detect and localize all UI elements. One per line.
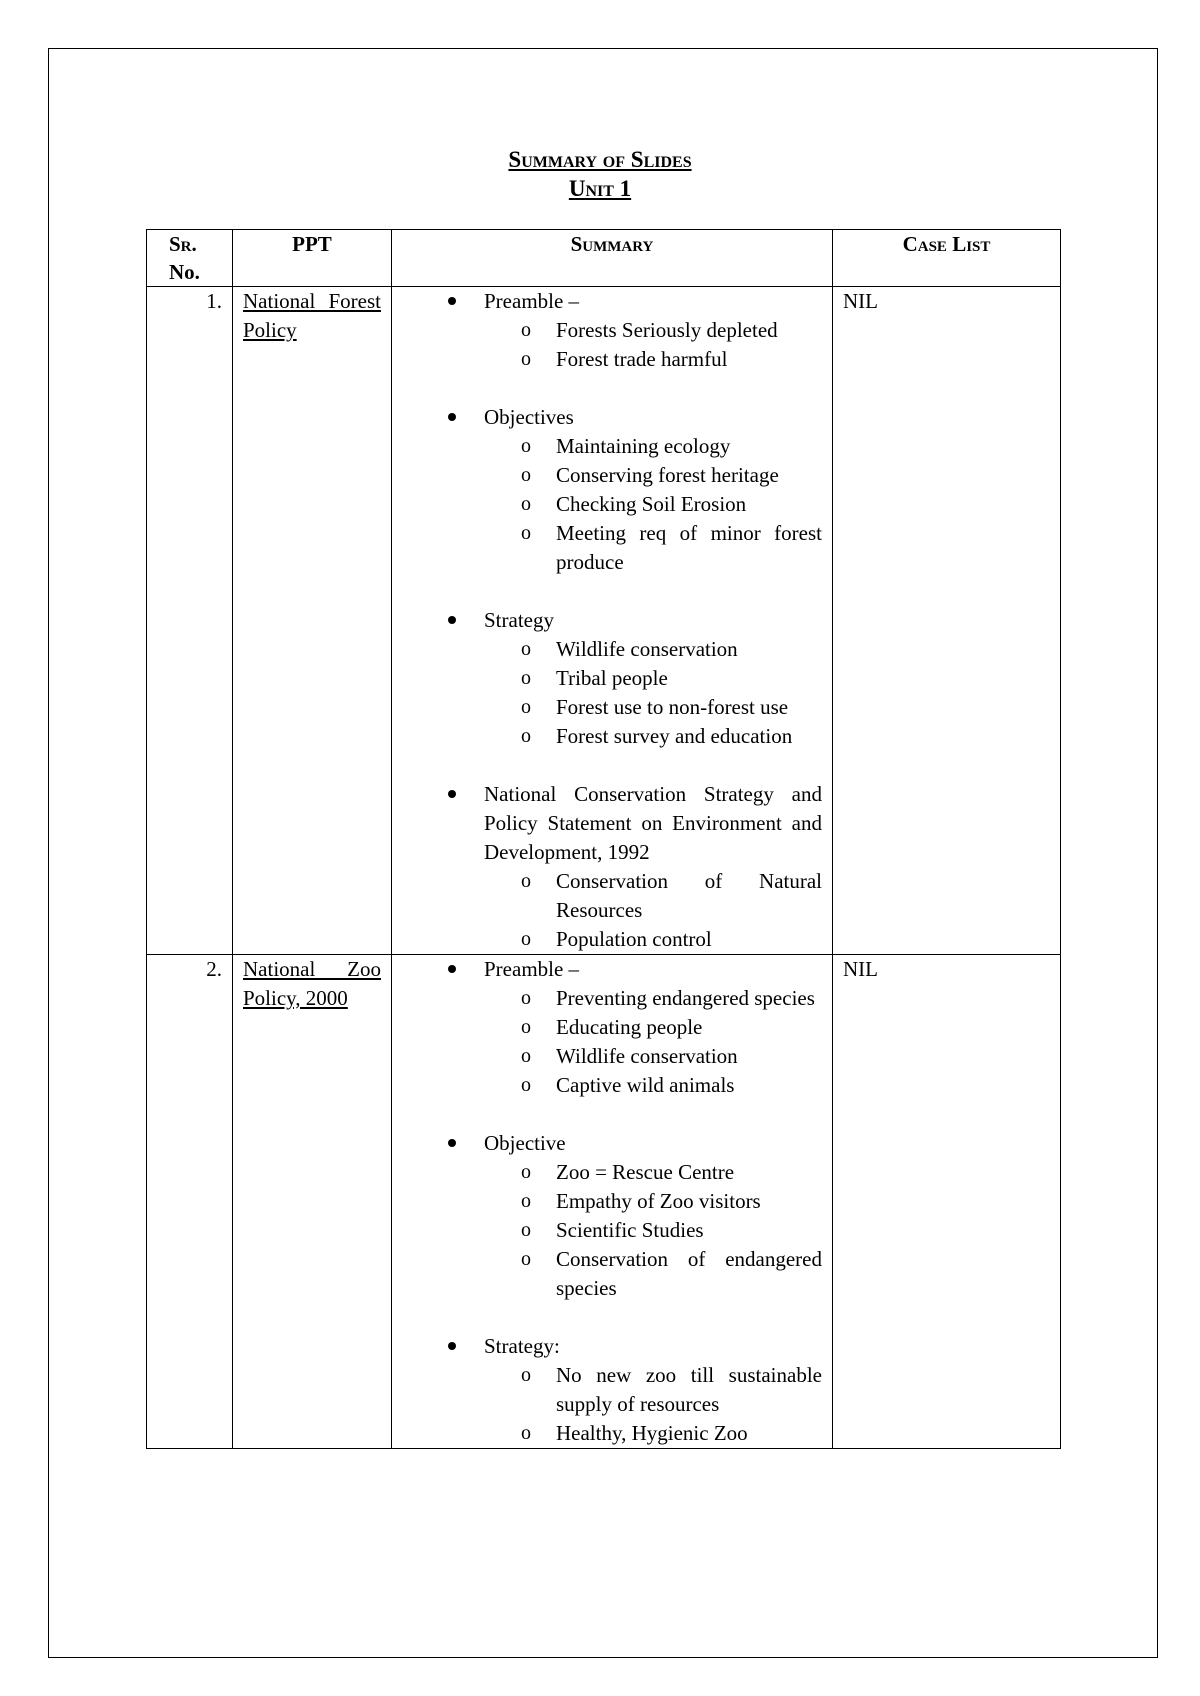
circle-bullet-icon: o — [521, 493, 531, 515]
sr-number-cell: 2. — [147, 955, 233, 1449]
list-item — [484, 867, 822, 925]
list-item-text: Scientific Studies — [556, 1218, 704, 1242]
header-summary: Summary — [392, 230, 833, 287]
case-list-cell: NIL — [833, 955, 1061, 1449]
list-item-text: Preventing endangered species — [556, 986, 815, 1010]
list-item-text: Empathy of Zoo visitors — [556, 1189, 761, 1213]
list-item — [484, 519, 822, 577]
bullet-icon — [448, 790, 456, 798]
circle-bullet-icon: o — [521, 1248, 531, 1270]
section-item-list — [484, 1361, 822, 1448]
list-item — [484, 1419, 822, 1448]
case-list-cell: NIL — [833, 287, 1061, 955]
circle-bullet-icon: o — [521, 928, 531, 950]
summary-section-list — [402, 955, 822, 1448]
circle-bullet-icon: o — [521, 1074, 531, 1096]
header-sr-line2: No. — [169, 260, 200, 284]
summary-section — [402, 780, 822, 954]
table-row — [147, 287, 1061, 955]
list-item — [484, 635, 822, 664]
bullet-icon — [448, 965, 456, 973]
table-row — [147, 955, 1061, 1449]
list-item-text: Forest use to non-forest use — [556, 695, 789, 719]
list-item-text: Zoo = Rescue Centre — [556, 1160, 735, 1184]
list-item-text: Forest survey and education — [556, 724, 793, 748]
list-item-text: Healthy, Hygienic Zoo — [556, 1421, 748, 1445]
section-item-list — [484, 1158, 822, 1303]
header-sr-line1: Sr. — [169, 232, 197, 256]
list-item-text: Conservation of Natural Resources — [556, 869, 822, 922]
ppt-cell — [233, 955, 392, 1449]
ppt-cell — [233, 287, 392, 955]
summary-cell — [392, 287, 833, 955]
list-item-text: No new zoo till sustainable supply of resources — [556, 1363, 822, 1416]
list-item-text: Forest trade harmful — [556, 347, 728, 371]
list-item — [484, 461, 822, 490]
circle-bullet-icon: o — [521, 1016, 531, 1038]
summary-section — [402, 1129, 822, 1303]
list-item-text: Educating people — [556, 1015, 703, 1039]
document-subtitle: Unit 1 — [568, 176, 632, 201]
ppt-title-link: National Zoo Policy, 2000 — [243, 957, 381, 1010]
document-title: Summary of Slides — [508, 147, 692, 172]
section-item-list — [484, 432, 822, 577]
circle-bullet-icon: o — [521, 522, 531, 544]
section-heading: Objectives — [484, 405, 574, 429]
header-case-list: Case List — [833, 230, 1061, 287]
circle-bullet-icon: o — [521, 464, 531, 486]
section-heading: Preamble – — [484, 289, 580, 313]
list-item — [484, 1245, 822, 1303]
list-item-text: Wildlife conservation — [556, 1044, 738, 1068]
table-header-row — [147, 230, 1061, 287]
list-item — [484, 722, 822, 751]
list-item — [484, 316, 822, 345]
list-item-text: Population control — [556, 927, 712, 951]
list-item — [484, 664, 822, 693]
list-item — [484, 1361, 822, 1419]
bullet-icon — [448, 616, 456, 624]
list-item — [484, 1071, 822, 1100]
summary-section — [402, 1332, 822, 1448]
circle-bullet-icon: o — [521, 1219, 531, 1241]
list-item — [484, 693, 822, 722]
list-item — [484, 925, 822, 954]
circle-bullet-icon: o — [521, 1161, 531, 1183]
circle-bullet-icon: o — [521, 638, 531, 660]
header-ppt: PPT — [233, 230, 392, 287]
section-heading: Objective — [484, 1131, 566, 1155]
summary-section — [402, 606, 822, 751]
list-item-text: Conserving forest heritage — [556, 463, 779, 487]
list-item-text: Conservation of endangered species — [556, 1247, 822, 1300]
list-item — [484, 1187, 822, 1216]
list-item — [484, 1158, 822, 1187]
section-item-list — [484, 635, 822, 751]
circle-bullet-icon: o — [521, 696, 531, 718]
circle-bullet-icon: o — [521, 1364, 531, 1386]
list-item — [484, 345, 822, 374]
list-item — [484, 1216, 822, 1245]
summary-section — [402, 955, 822, 1100]
list-item-text: Forests Seriously depleted — [556, 318, 778, 342]
list-item-text: Maintaining ecology — [556, 434, 731, 458]
ppt-title-link: National Forest Policy — [243, 289, 381, 342]
circle-bullet-icon: o — [521, 1190, 531, 1212]
bullet-icon — [448, 297, 456, 305]
section-item-list — [484, 316, 822, 374]
summary-section — [402, 287, 822, 374]
summary-section-list — [402, 287, 822, 954]
list-item — [484, 432, 822, 461]
list-item-text: Captive wild animals — [556, 1073, 735, 1097]
section-item-list — [484, 984, 822, 1100]
bullet-icon — [448, 1139, 456, 1147]
list-item-text: Checking Soil Erosion — [556, 492, 747, 516]
circle-bullet-icon: o — [521, 725, 531, 747]
section-item-list — [484, 867, 822, 954]
bullet-icon — [448, 1342, 456, 1350]
circle-bullet-icon: o — [521, 348, 531, 370]
circle-bullet-icon: o — [521, 667, 531, 689]
circle-bullet-icon: o — [521, 1422, 531, 1444]
summary-cell — [392, 955, 833, 1449]
circle-bullet-icon: o — [521, 435, 531, 457]
circle-bullet-icon: o — [521, 1045, 531, 1067]
list-item — [484, 984, 822, 1013]
sr-number-cell: 1. — [147, 287, 233, 955]
bullet-icon — [448, 413, 456, 421]
list-item — [484, 490, 822, 519]
list-item — [484, 1042, 822, 1071]
circle-bullet-icon: o — [521, 870, 531, 892]
summary-table — [146, 229, 1061, 1449]
section-heading: Strategy: — [484, 1334, 560, 1358]
list-item-text: Wildlife conservation — [556, 637, 738, 661]
circle-bullet-icon: o — [521, 319, 531, 341]
summary-section — [402, 403, 822, 577]
list-item-text: Tribal people — [556, 666, 668, 690]
section-heading: Strategy — [484, 608, 554, 632]
list-item-text: Meeting req of minor forest produce — [556, 521, 822, 574]
section-heading: National Conservation Strategy and Policy Statement on Environment and Development, 1992 — [484, 782, 822, 864]
circle-bullet-icon: o — [521, 987, 531, 1009]
header-sr-no — [147, 230, 233, 287]
list-item — [484, 1013, 822, 1042]
section-heading: Preamble – — [484, 957, 580, 981]
